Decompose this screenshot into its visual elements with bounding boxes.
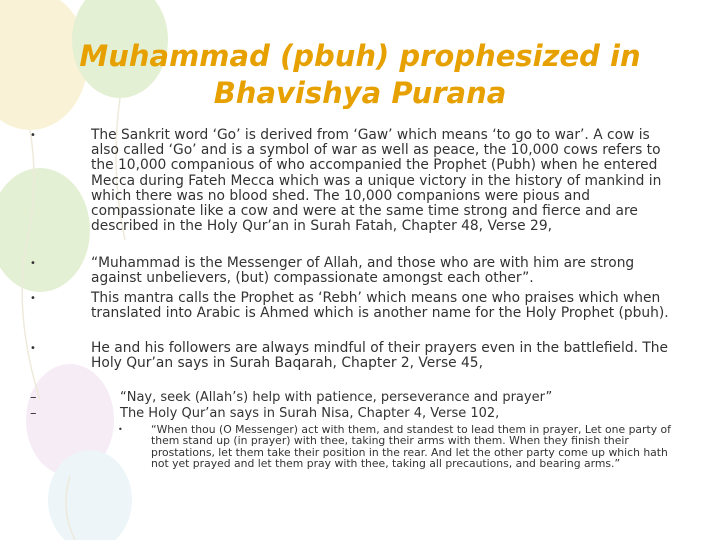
sub-sub-bullet-text: “When thou (O Messenger) act with them, and standest to lead them in prayer, Let one party of them stand up (in prayer) with thee, taking their arms with them. When they finish their prostations, let them take their position in the rear. And let the other party come up which hath not yet prayed and let them pray with thee, taking all precautions, and bearing arms.” (151, 423, 671, 471)
bullet-marker: • (30, 293, 36, 304)
bullet-marker: • (118, 425, 123, 434)
dash-marker: – (30, 406, 37, 421)
bullet-marker: • (30, 343, 36, 354)
bullet-marker: • (30, 130, 36, 141)
bullet-text: He and his followers are always mindful of their prayers even in the battlefield. The Holy Qur’an says in Surah Baqarah, Chapter 2, Verse 45, (91, 340, 669, 372)
balloon-shape (0, 168, 90, 292)
slide-title-line-2: Bhavishya Purana (213, 76, 507, 110)
bullet-marker: • (30, 258, 36, 269)
sub-bullet-text: “Nay, seek (Allah’s) help with patience, perseverance and prayer” (120, 390, 553, 405)
bullet-text: This mantra calls the Prophet as ‘Rebh’ which means one who praises which when translated into Arabic is Ahmed which is another name for the Holy Prophet (pbuh). (91, 290, 669, 322)
slide-title-line-1: Muhammad (pbuh) prophesized in (79, 39, 641, 73)
slide-title (20, 38, 700, 112)
dash-marker: – (30, 390, 37, 405)
bullet-text: The Sankrit word ‘Go’ is derived from ‘Gaw’ which means ‘to go to war’. A cow is also called ‘Go’ and is a symbol of war as well as peace, the 10,000 cows refers to the 10,000 companious of who accompanied the Prophet (Pubh) when he entered Mecca during Fateh Mecca which was a unique victory in the history of mankind in which there was no blood shed. The 10,000 companions were pious and compassionate like a cow and were at the same time strong and fierce and are described in the Holy Qur’an in Surah Fatah, Chapter 48, Verse 29, (91, 127, 662, 235)
bullet-text: “Muhammad is the Messenger of Allah, and those who are with him are strong against unbelievers, (but) compassionate amongst each other”. (91, 255, 635, 287)
sub-bullet-text: The Holy Qur’an says in Surah Nisa, Chapter 4, Verse 102, (120, 406, 500, 421)
